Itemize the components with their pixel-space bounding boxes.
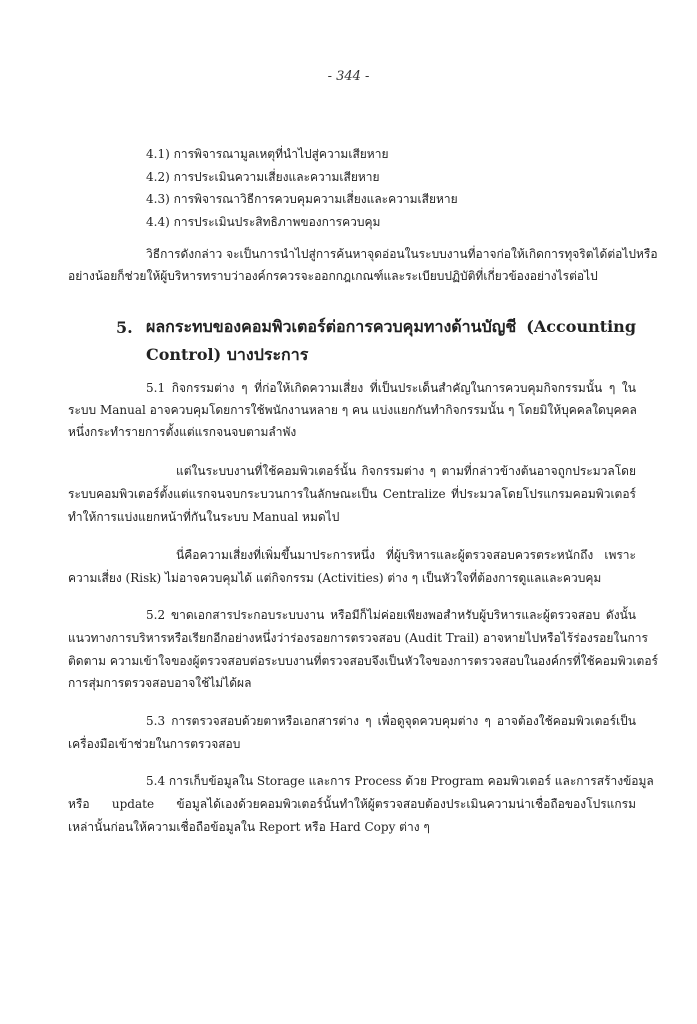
list-4 [146, 143, 458, 233]
page-number: - 344 - [327, 69, 370, 84]
paragraph-line: 5.4 การเก็บข้อมูลใน Storage และการ Process ด้วย Program คอมพิวเตอร์ และการสร้างข้อมูล [146, 774, 654, 788]
paragraph-line: หนึ่งกระทำรายการตั้งแต่แรกจนจบตามลำพัง [68, 425, 297, 439]
list-item: 4.2) การประเมินความเสี่ยงและความเสียหาย [146, 169, 380, 184]
list-item: 4.4) การประเมินประสิทธิภาพของการควบคุม [146, 214, 381, 229]
paragraph-line: ติดตาม ความเข้าใจของผู้ตรวจสอบต่อระบบงานที่ตรวจสอบจึงเป็นหัวใจของการตรวจสอบในองค์กรที่ใช้คอมพิวเตอร์ [68, 654, 658, 668]
paragraph-line: ทำให้การแบ่งแยกหน้าที่กันในระบบ Manual หมดไป [68, 510, 340, 524]
paragraph-line: 5.1 กิจกรรมต่าง ๆ ที่ก่อให้เกิดความเสี่ยง ที่เป็นประเด็นสำคัญในการควบคุมกิจกรรมนั้น ๆ ใน [146, 381, 636, 395]
paragraph-line: นี่คือความเสี่ยงที่เพิ่มขึ้นมาประการหนึ่ง ที่ผู้บริหารและผู้ตรวจสอบควรตระหนักถึง เพราะ [176, 548, 636, 562]
paragraph-line: ระบบคอมพิวเตอร์ตั้งแต่แรกจนจบกระบวนการในลักษณะเป็น Centralize ที่ประมวลโดยโปรแกรมคอมพิวเตอร์ [68, 487, 636, 501]
paragraph-line: อย่างน้อยก็ช่วยให้ผู้บริหารทราบว่าองค์กรควรจะออกกฎเกณฑ์และระเบียบปฏิบัติที่เกี่ยวข้องอย่างไรต่อไป [68, 269, 598, 283]
paragraph-line: หรือ update ข้อมูลได้เองด้วยคอมพิวเตอร์นั้นทำให้ผู้ตรวจสอบต้องประเมินความน่าเชื่อถือของโปรแกรม [68, 797, 636, 811]
list-item: 4.3) การพิจารณาวิธีการควบคุมความเสี่ยงและความเสียหาย [146, 192, 458, 206]
paragraph-line: 5.3 การตรวจสอบด้วยตาหรือเอกสารต่าง ๆ เพื่อดูจุดควบคุมต่าง ๆ อาจต้องใช้คอมพิวเตอร์เป็น [146, 714, 636, 728]
paragraph-line: แต่ในระบบงานที่ใช้คอมพิวเตอร์นั้น กิจกรรมต่าง ๆ ตามที่กล่าวข้างต้นอาจถูกประมวลโดย [176, 464, 636, 478]
section-number: 5. [116, 318, 133, 337]
section-title-cont: Control) บางประการ [146, 345, 309, 364]
paragraph-line: วิธีการดังกล่าว จะเป็นการนำไปสู่การค้นหาจุดอ่อนในระบบงานที่อาจก่อให้เกิดการทุจริตได้ต่อไปหรือ [146, 247, 658, 261]
paragraph-line: การสุ่มการตรวจสอบอาจใช้ไม่ได้ผล [68, 676, 252, 690]
section-title: ผลกระทบของคอมพิวเตอร์ต่อการควบคุมทางด้านบัญชี (Accounting [146, 317, 636, 336]
paragraph-line: เครื่องมือเข้าช่วยในการตรวจสอบ [68, 737, 241, 751]
list-item: 4.1) การพิจารณามูลเหตุที่นำไปสู่ความเสียหาย [146, 147, 389, 161]
paragraph-line: เหล่านั้นก่อนให้ความเชื่อถือข้อมูลใน Report หรือ Hard Copy ต่าง ๆ [68, 820, 430, 834]
paragraph-line: แนวทางการบริหารหรือเรียกอีกอย่างหนึ่งว่าร่องรอยการตรวจสอบ (Audit Trail) อาจหายไปหรือไร้ร่องรอยในการ [68, 631, 648, 645]
paragraph-line: ระบบ Manual อาจควบคุมโดยการใช้พนักงานหลาย ๆ คน แบ่งแยกกันทำกิจกรรมนั้น ๆ โดยมิให้บุคคลใดบุคคล [68, 403, 637, 417]
paragraph-line: ความเสี่ยง (Risk) ไม่อาจควบคุมได้ แต่กิจกรรม (Activities) ต่าง ๆ เป็นหัวใจที่ต้องการดูแลและควบคุม [68, 571, 602, 585]
paragraph-line: 5.2 ขาดเอกสารประกอบระบบงาน หรือมีก็ไม่ค่อยเพียงพอสำหรับผู้บริหารและผู้ตรวจสอบ ดังนั้น [146, 608, 636, 622]
